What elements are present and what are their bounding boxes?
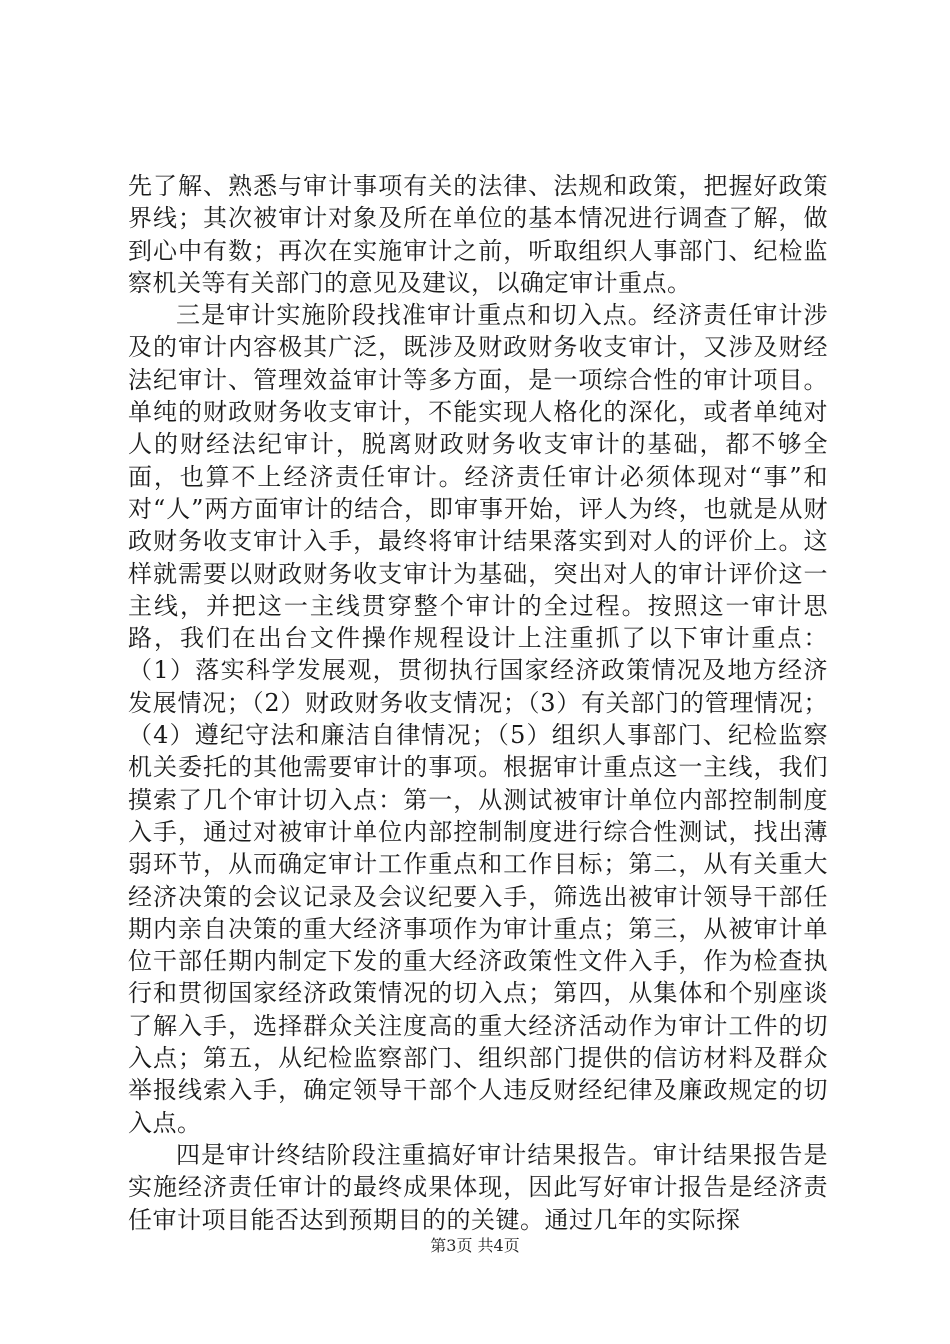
page-footer — [0, 1236, 950, 1256]
paragraph-implementation-stage: 三是审计实施阶段找准审计重点和切入点。经济责任审计涉及的审计内容极其广泛，既涉及财政财务收支审计，又涉及财经法纪审计、管理效益审计等多方面，是一项综合性的审计项目。单纯的财政财务收支审计，不能实现人格化的深化，或者单纯对人的财经法纪审计，脱离财政财务收支审计的基础，都不够全面，也算不上经济责任审计。经济责任审计必须体现对“事”和对“人”两方面审计的结合，即审事开始，评人为终，也就是从财政财务收支审计入手，最终将审计结果落实到对人的评价上。这样就需要以财政财务收支审计为基础，突出对人的审计评价这一主线，并把这一主线贯穿整个审计的全过程。按照这一审计思路，我们在出台文件操作规程设计上注重抓了以下审计重点：（1）落实科学发展观，贯彻执行国家经济政策情况及地方经济发展情况；（2）财政财务收支情况；（3）有关部门的管理情况；（4）遵纪守法和廉洁自律情况；（5）组织人事部门、纪检监察机关委托的其他需要审计的事项。根据审计重点这一主线，我们摸索了几个审计切入点：第一，从测试被审计单位内部控制制度入手，通过对被审计单位内部控制制度进行综合性测试，找出薄弱环节，从而确定审计工作重点和工作目标；第二，从有关重大经济决策的会议记录及会议纪要入手，筛选出被审计领导干部任期内亲自决策的重大经济事项作为审计重点；第三，从被审计单位干部任期内制定下发的重大经济政策性文件入手，作为检查执行和贯彻国家经济政策情况的切入点；第四，从集体和个别座谈了解入手，选择群众关注度高的重大经济活动作为审计工件的切入点；第五，从纪检监察部门、组织部门提供的信访材料及群众举报线索入手，确定领导干部个人违反财经纪律及廉政规定的切入点。 — [128, 301, 828, 1137]
paragraph-conclusion-stage: 四是审计终结阶段注重搞好审计结果报告。审计结果报告是实施经济责任审计的最终成果体现，因此写好审计报告是经济责任审计项目能否达到预期目的的关键。通过几年的实际探 — [128, 1140, 828, 1234]
page-number: 第3页 共4页 — [430, 1236, 520, 1255]
document-body — [128, 170, 828, 1236]
paragraph-continuation: 先了解、熟悉与审计事项有关的法律、法规和政策，把握好政策界线；其次被审计对象及所在单位的基本情况进行调查了解，做到心中有数；再次在实施审计之前，听取组织人事部门、纪检监察机关等有关部门的意见及建议，以确定审计重点。 — [128, 172, 828, 297]
